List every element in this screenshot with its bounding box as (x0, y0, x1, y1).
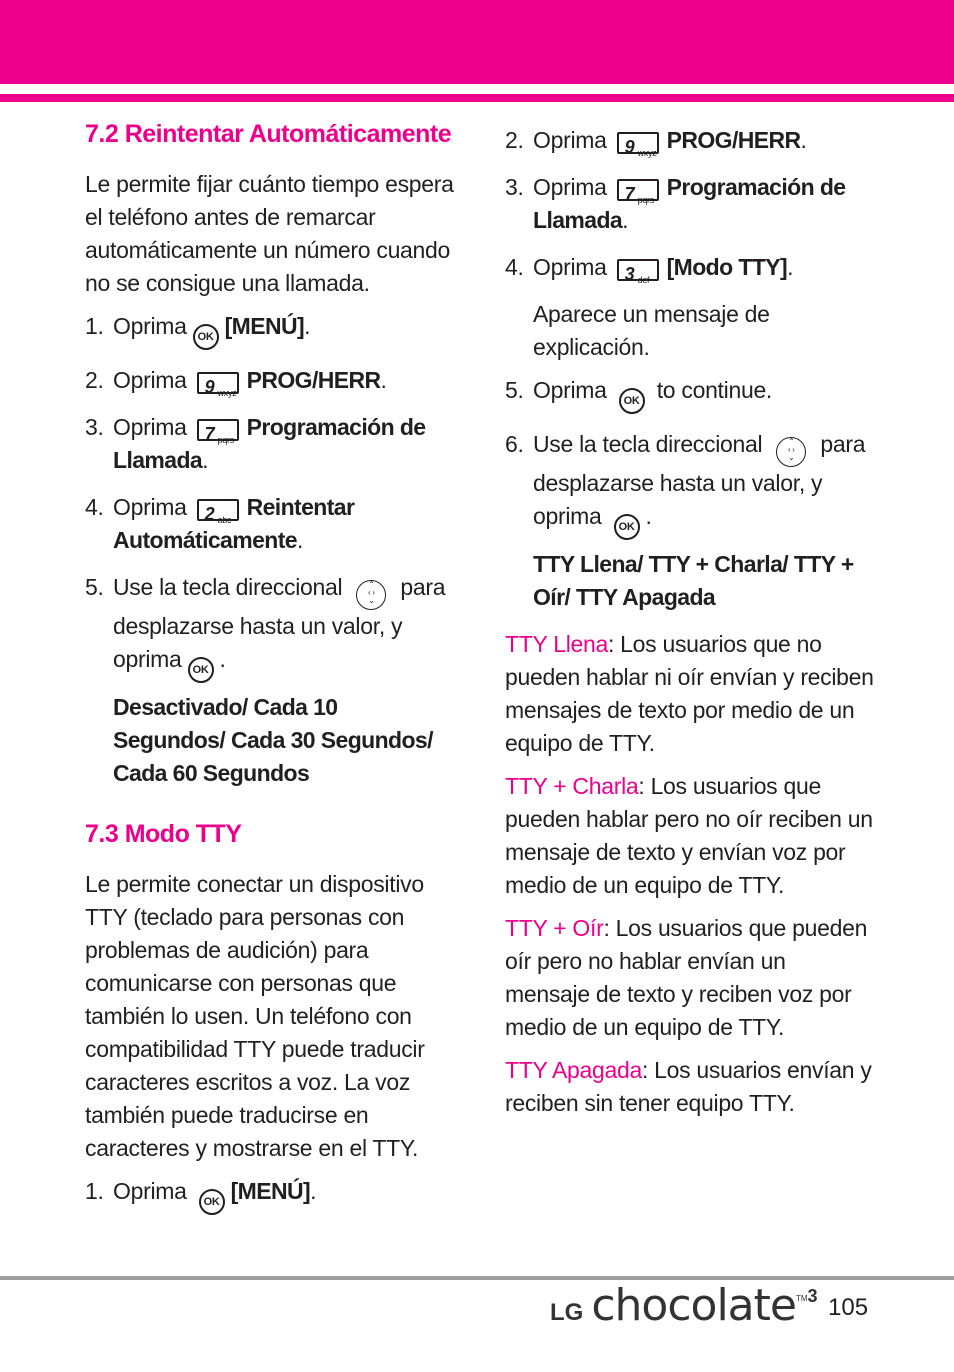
definition-tty-oir: TTY + Oír: Los usuarios que pueden oír pero no hablar envían un mensaje de texto y reciben voz por medio de un equipo de TTY. (505, 915, 868, 1040)
step-item: 5. Oprima OK to continue. (505, 374, 875, 414)
step-item: 4. Oprima 2 abc Reintentar Automáticamente. (85, 494, 355, 553)
definition-tty-apagada: TTY Apagada: Los usuarios envían y reciben sin tener equipo TTY. (505, 1057, 872, 1116)
ok-key-icon: OK (188, 657, 214, 683)
key-7-icon: 7 pqrs (617, 179, 659, 201)
header-rule (0, 94, 954, 102)
nav-key-icon: ⌃ ‹ › ⌄ (356, 580, 386, 610)
ok-key-icon: OK (199, 1189, 225, 1215)
definition-tty-charla: TTY + Charla: Los usuarios que pueden hablar pero no oír reciben un mensaje de texto y envían voz por medio de un equipo de TTY. (505, 773, 873, 898)
key-9-icon: 9 wxyz (197, 372, 239, 394)
page-number: 105 (828, 1294, 869, 1321)
left-column (85, 112, 455, 1229)
key-3-icon: 3 def (617, 259, 659, 281)
section-intro-modo-tty: Le permite conectar un dispositivo TTY (teclado para personas con problemas de audición) para comunicarse con personas que también lo usen. Un teléfono con compatibilidad TTY puede traducir caracteres escritos a voz. La voz también puede traducirse en caracteres y mostrarse en el TTY. (85, 871, 425, 1161)
key-2-icon: 2 abc (197, 499, 239, 521)
step-item: 2. Oprima 9 wxyz PROG/HERR. (505, 127, 807, 158)
step-item: 2. Oprima 9 wxyz PROG/HERR. (85, 367, 387, 398)
step-item: 4. Oprima 3 def [Modo TTY]. (505, 254, 794, 285)
step-item: 1. Oprima OK [MENÚ]. (85, 310, 455, 350)
step-item: 3. Oprima 7 pqrs Programación de Llamada. (505, 174, 846, 233)
explain-text: Aparece un mensaje de explicación. (533, 301, 770, 360)
header-band (0, 0, 954, 84)
right-column (505, 124, 875, 1130)
step-item: 3. Oprima 7 pqrs Programación de Llamada. (85, 414, 426, 473)
step-item: 5. Use la tecla direccional ⌃ ‹ › ⌄ para desplazarse hasta un valor, y oprima OK . (85, 571, 455, 683)
step-item: 6. Use la tecla direccional ⌃ ‹ › ⌄ para desplazarse hasta un valor, y oprima OK . (505, 428, 875, 540)
nav-key-icon: ⌃ ‹ › ⌄ (776, 437, 806, 467)
section-title-modo-tty: 7.3 Modo TTY (85, 820, 242, 848)
key-9-icon: 9 wxyz (617, 132, 659, 154)
options-reintentar: Desactivado/ Cada 10 Segundos/ Cada 30 Segundos/ Cada 60 Segundos (113, 694, 433, 786)
section-intro-reintentar: Le permite fijar cuánto tiempo espera el teléfono antes de remarcar automáticamente un número cuando no se consigue una llamada. (85, 171, 454, 296)
ok-key-icon: OK (614, 514, 640, 540)
step-item: 1. Oprima OK [MENÚ]. (85, 1175, 455, 1215)
lg-chocolate-logo: LG chocolate TM 3 (550, 1280, 818, 1331)
options-tty: TTY Llena/ TTY + Charla/ TTY + Oír/ TTY Apagada (533, 551, 854, 610)
section-title-reintentar: 7.2 Reintentar Automáticamente (85, 120, 452, 148)
definition-tty-llena: TTY Llena: Los usuarios que no pueden hablar ni oír envían y reciben mensajes de texto por medio de un equipo de TTY. (505, 631, 874, 756)
ok-key-icon: OK (619, 388, 645, 414)
ok-key-icon: OK (193, 324, 219, 350)
key-7-icon: 7 pqrs (197, 419, 239, 441)
